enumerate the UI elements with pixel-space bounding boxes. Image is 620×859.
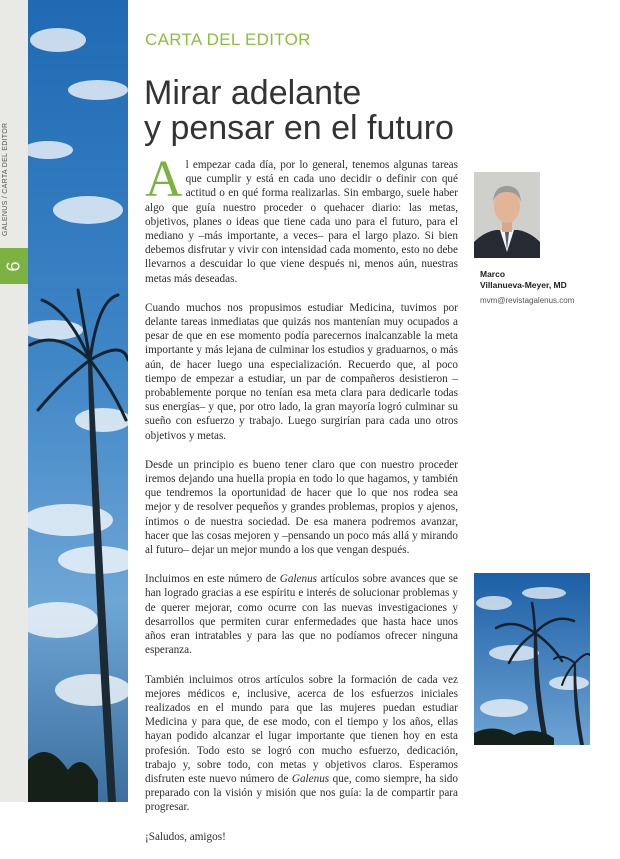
headline-line-1: Mirar adelante bbox=[144, 74, 362, 112]
section-title: CARTA DEL EDITOR bbox=[145, 30, 311, 49]
magazine-title: Galenus bbox=[291, 772, 330, 785]
paragraph-2: Cuando muchos nos propusimos estudiar Medicina, tuvimos por delante tareas inmediatas que quizás nos mantenían muy ocupados a pesar de que en ese momento podía parecernos inalcanzable la meta importante y más lejana de culminar los estudios y graduarnos, o más aún, de hacer luego una especialización. Recuerdo que, al poco tiempo de empezar a estudiar, un par de compañeros desistieron –probablemente porque no tenían esa meta clara para dedicarle todas sus energías– y que, por otro lado, la gran mayoría logró culminar su sueño con esfuerzo y trabajo. Luego surgirían para cada uno otros objetivos y metas. bbox=[145, 301, 458, 442]
paragraph-5-text-a: También incluimos otros artículos sobre la formación de cada vez mejores médicos e, inclusive, acerca de los esfuerzos iniciales realizados en el mundo para que las mujeres puedan estudiar Medicina y para que, de ese modo, con el tiempo y los años, ellas hayan podido alcanzar el lugar importante que tienen hoy en esta profesión. Todo esto se logró con mucho esfuerzo, dedicación, trabajo y, sobre todo, con metas y objetivos claros. Esperamos disfruten este nuevo número de bbox=[145, 673, 458, 785]
paragraph-3: Desde un principio es bueno tener claro que con nuestro proceder iremos dejando una huella propia en todo lo que hagamos, y también que tendremos la oportunidad de hacer que lo que nos rodea sea mejor y de resolver pequeños y grandes problemas, propios y ajenos, íntimos o de nuestra sociedad. De esa manera podremos avanzar, hacer que las cosas mejoren y –pensando un poco más allá y mirando al futuro– dejar un mejor mundo a los que vengan después. bbox=[145, 458, 458, 557]
author-name bbox=[480, 269, 610, 291]
paragraph-1 bbox=[145, 151, 458, 286]
palm-tree-photo bbox=[474, 573, 590, 745]
sidebar-strip bbox=[0, 0, 28, 802]
palm-sky-photo bbox=[28, 0, 128, 802]
author-photo bbox=[474, 172, 540, 258]
paragraph-5-text-b: que, como siempre, ha sido preparado con la visión y misión que nos guía: la de compartir para progresar. bbox=[145, 772, 458, 814]
headline bbox=[144, 76, 584, 146]
paragraph-4-text-b: artículos sobre avances que se han logrado gracias a ese espíritu e interés de solucionar problemas y de querer mejorar, como ocurre con las nuevas investigaciones y desarrollos que permiten curar enfermedades que hasta hace unos años eran intratables y para las que no podíamos ofrecer ninguna esperanza. bbox=[145, 573, 458, 657]
paragraph-4 bbox=[145, 572, 458, 657]
article-body bbox=[145, 151, 458, 859]
paragraph-5 bbox=[145, 673, 458, 815]
signoff: ¡Saludos, amigos! bbox=[145, 830, 226, 843]
author-last-name: Villanueva-Meyer, MD bbox=[480, 280, 567, 290]
headline-line-2: y pensar en el futuro bbox=[144, 109, 454, 147]
paragraph-1-text: l empezar cada día, por lo general, tenemos algunas tareas que cumplir y está en cada uno decidir o definir con qué actitud o en qué forma realizarlas. Sin embargo, suele haber algo que guía nuestro proceder o quehacer diario: las metas, objetivos, planes o ideas que tiene cada uno para el futuro, para el mediano y –más importante, a veces– para el largo plazo. Si bien debemos disfrutar y vivir con intensidad cada momento, esto no debe llevarnos a descuidar lo que viene después ni, menos aún, nuestras metas más deseadas. bbox=[145, 159, 458, 285]
drop-cap: A bbox=[145, 151, 183, 208]
running-head-text: GALENUS / CARTA DEL EDITOR bbox=[2, 122, 9, 236]
page-number-badge bbox=[0, 248, 28, 284]
author-email[interactable]: mvm@revistagalenus.com bbox=[480, 296, 575, 305]
magazine-title: Galenus bbox=[279, 573, 318, 586]
page-number: 6 bbox=[3, 260, 24, 272]
paragraph-4-text-a: Incluimos en este número de bbox=[145, 573, 280, 586]
author-first-name: Marco bbox=[480, 269, 506, 279]
